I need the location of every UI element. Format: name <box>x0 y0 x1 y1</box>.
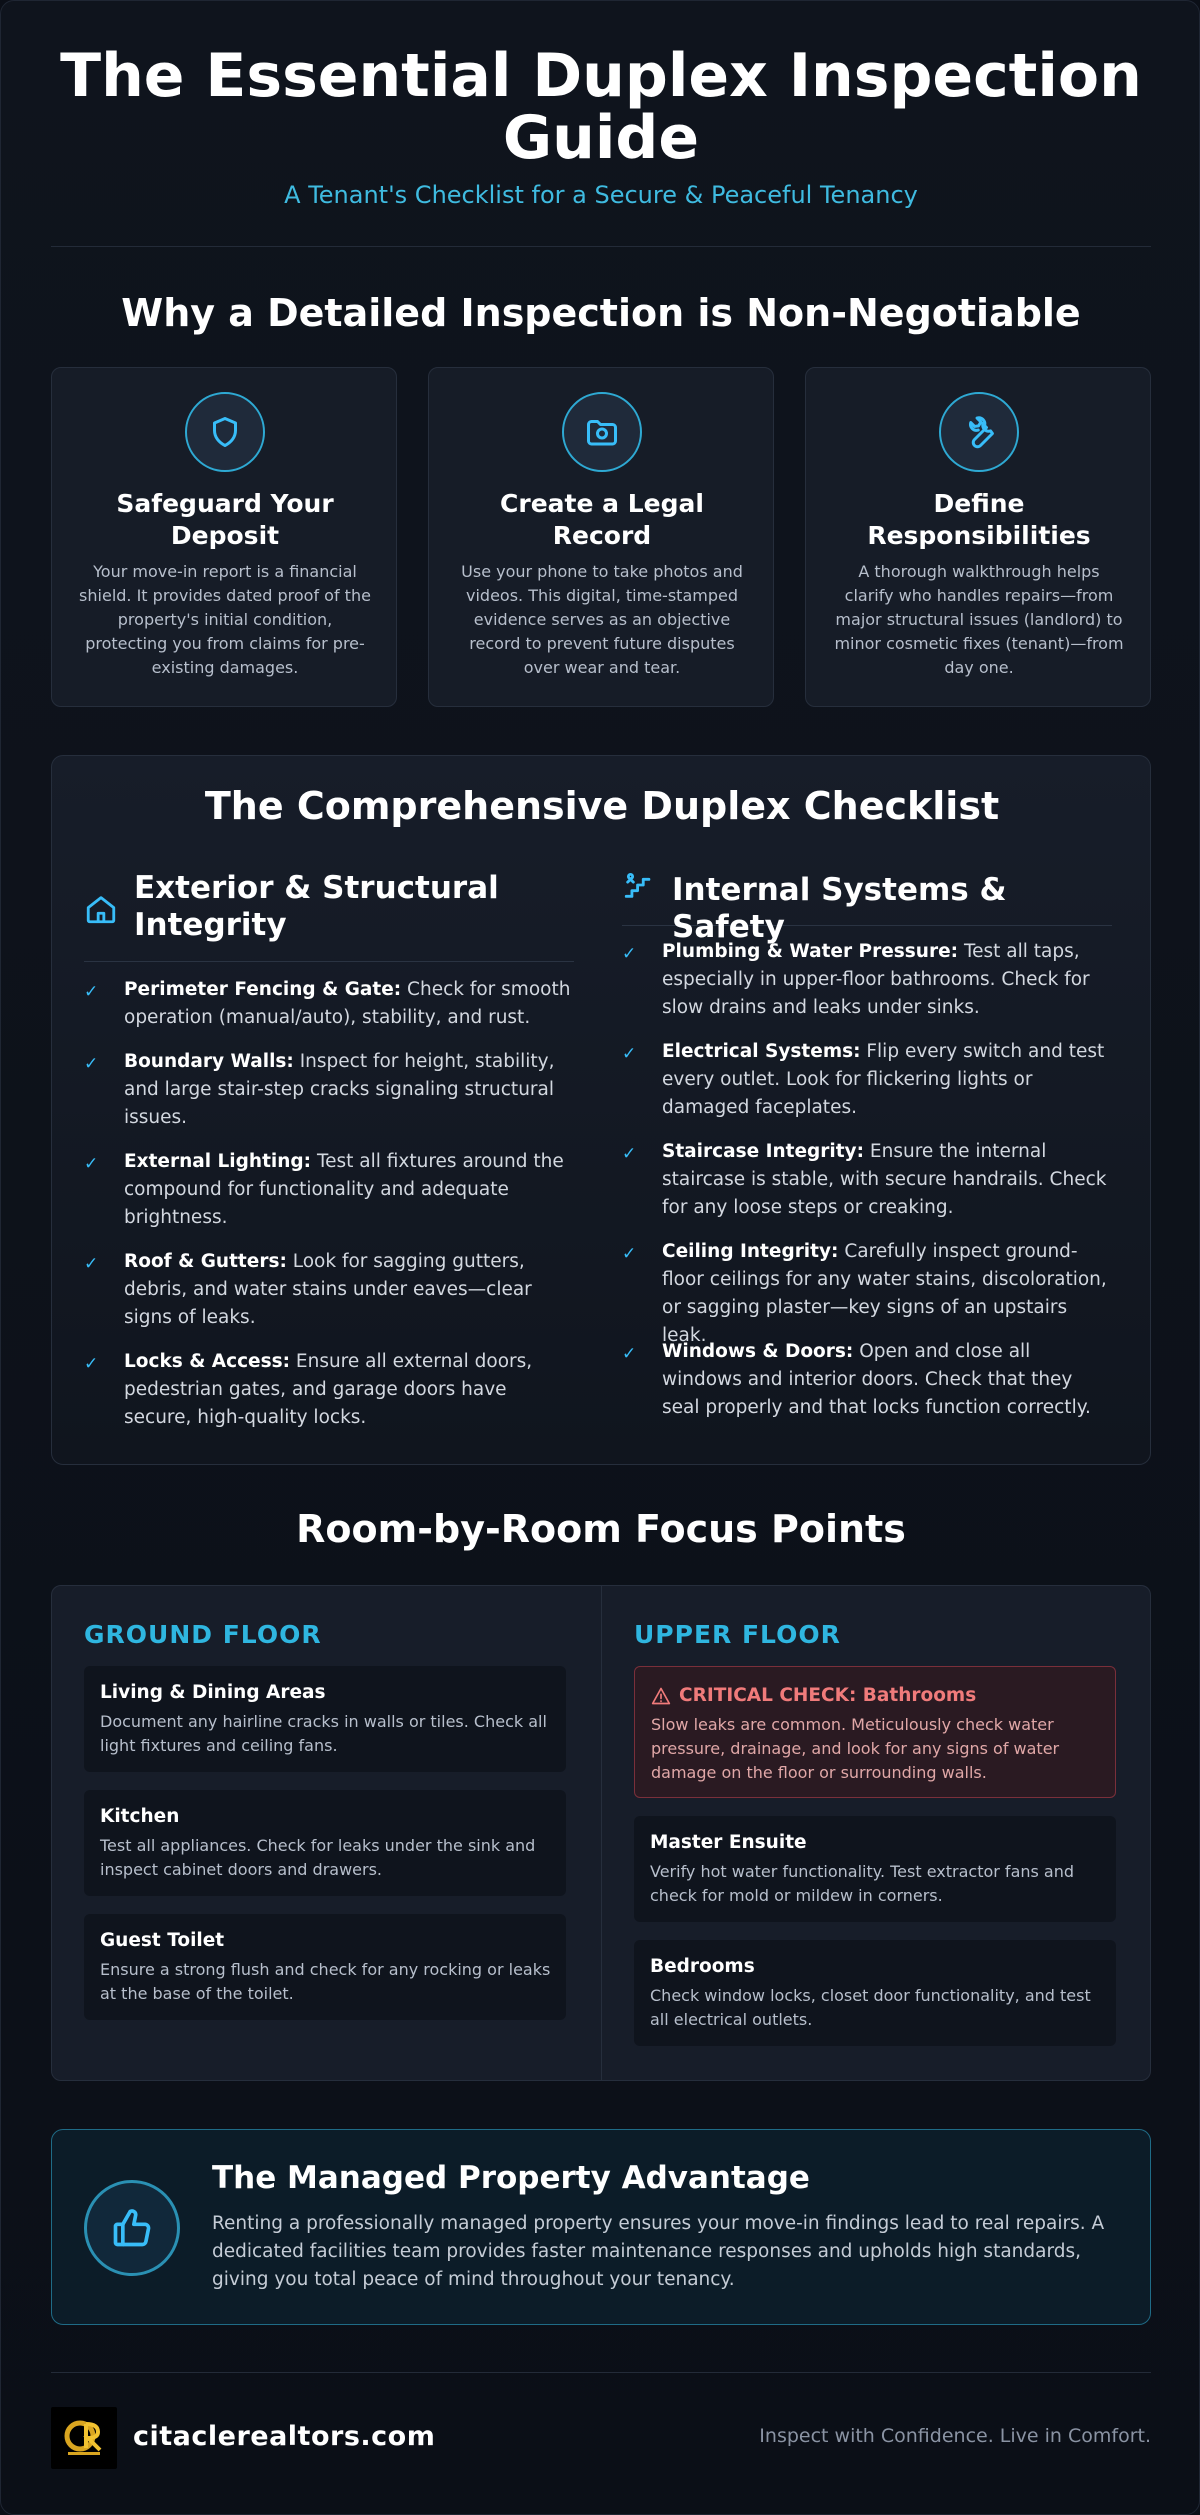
room-card <box>84 1666 566 1772</box>
footer-divider <box>51 2372 1151 2373</box>
footer-tagline: Inspect with Confidence. Live in Comfort. <box>759 2425 1151 2447</box>
check-icon: ✓ <box>84 982 99 1002</box>
stairs-icon <box>622 868 656 906</box>
room-title: Living & Dining Areas <box>100 1682 326 1703</box>
room-text: Verify hot water functionality. Test extractor fans and check for mold or mildew in corners. <box>650 1862 1075 1905</box>
wrench-icon <box>939 392 1019 472</box>
rooms-panel <box>51 1585 1151 2081</box>
check-icon: ✓ <box>84 1154 99 1174</box>
advantage-panel <box>51 2129 1151 2325</box>
item-text: Flip every switch and test every outlet. Look for flickering lights or damaged faceplates. <box>662 1041 1105 1118</box>
check-icon: ✓ <box>84 1054 99 1074</box>
thumbs-up-icon <box>84 2180 180 2276</box>
house-icon <box>84 892 118 930</box>
critical-text: Slow leaks are common. Meticulously check water pressure, drainage, and look for any signs of water damage on the floor or surrounding walls. <box>651 1715 1060 1782</box>
why-card-text: Use your phone to take photos and videos. This digital, time-stamped evidence serves as an objective record to prevent future disputes over wear and tear. <box>461 562 743 677</box>
checklist-panel <box>51 755 1151 1465</box>
shield-icon <box>185 392 265 472</box>
check-icon: ✓ <box>622 1244 637 1264</box>
why-card-title: Define Responsibilities <box>867 489 1091 550</box>
why-card-title: Safeguard Your Deposit <box>116 489 334 550</box>
item-label: Boundary Walls: <box>124 1051 294 1072</box>
upper-floor-label: UPPER FLOOR <box>634 1620 841 1649</box>
item-label: Ceiling Integrity: <box>662 1241 839 1262</box>
item-label: External Lighting: <box>124 1151 312 1172</box>
room-card <box>634 1940 1116 2046</box>
warning-icon <box>651 1686 671 1710</box>
check-icon: ✓ <box>84 1354 99 1374</box>
item-text: Ensure all external doors, pedestrian gates, and garage doors have secure, high-quality locks. <box>124 1351 533 1428</box>
item-text: Inspect for height, stability, and large stair-step cracks signaling structural issues. <box>124 1051 555 1128</box>
page-title: The Essential Duplex Inspection Guide <box>60 41 1142 173</box>
why-card-text: A thorough walkthrough helps clarify who handles repairs—from major structural issues (landlord) to minor cosmetic fixes (tenant)—from day one. <box>834 562 1124 677</box>
room-text: Ensure a strong flush and check for any rocking or leaks at the base of the toilet. <box>100 1960 551 2003</box>
critical-title: CRITICAL CHECK: Bathrooms <box>679 1685 977 1706</box>
room-title: Master Ensuite <box>650 1832 807 1853</box>
room-card <box>634 1816 1116 1922</box>
item-label: Perimeter Fencing & Gate: <box>124 979 402 1000</box>
item-label: Plumbing & Water Pressure: <box>662 941 959 962</box>
item-text: Look for sagging gutters, debris, and water stains under eaves—clear signs of leaks. <box>124 1251 532 1328</box>
room-card <box>84 1914 566 2020</box>
why-card-deposit <box>51 367 397 707</box>
item-text: Test all fixtures around the compound for functionality and adequate brightness. <box>124 1151 564 1228</box>
brand-logo <box>51 2407 117 2469</box>
item-text: Carefully inspect ground-floor ceilings for any water stains, discoloration, or sagging plaster—key signs of an upstairs leak. <box>662 1241 1107 1346</box>
floor-divider <box>601 1586 602 2081</box>
ground-floor-label: GROUND FLOOR <box>84 1620 322 1649</box>
camera-folder-icon <box>562 392 642 472</box>
item-text: Ensure the internal staircase is stable, with secure handrails. Check for any loose steps or creaking. <box>662 1141 1107 1218</box>
room-text: Check window locks, closet door functionality, and test all electrical outlets. <box>650 1986 1091 2029</box>
item-label: Electrical Systems: <box>662 1041 861 1062</box>
rooms-heading: Room-by-Room Focus Points <box>296 1507 906 1551</box>
item-text: Check for smooth operation (manual/auto), stability, and rust. <box>124 979 571 1028</box>
check-icon: ✓ <box>622 1344 637 1364</box>
room-card <box>84 1790 566 1896</box>
item-label: Roof & Gutters: <box>124 1251 287 1272</box>
item-text: Open and close all windows and interior doors. Check that they seal properly and that locks function correctly. <box>662 1341 1091 1418</box>
page-subtitle: A Tenant's Checklist for a Secure & Peaceful Tenancy <box>284 181 918 209</box>
brand-name: citaclerealtors.com <box>133 2421 436 2452</box>
why-card-responsibilities <box>805 367 1151 707</box>
item-text: Test all taps, especially in upper-floor bathrooms. Check for slow drains and leaks under sinks. <box>662 941 1090 1018</box>
room-title: Bedrooms <box>650 1956 755 1977</box>
advantage-title: The Managed Property Advantage <box>212 2160 810 2196</box>
why-heading: Why a Detailed Inspection is Non-Negotiable <box>121 291 1081 335</box>
exterior-column-header <box>84 866 574 962</box>
internal-column-header <box>622 866 1112 945</box>
checklist-heading: The Comprehensive Duplex Checklist <box>204 784 1000 828</box>
critical-check-card <box>634 1666 1116 1798</box>
advantage-text: Renting a professionally managed property ensures your move-in findings lead to real repairs. A dedicated facilities team provides faster maintenance responses and upholds high standards, giving you total peace of mind throughout your tenancy. <box>212 2213 1105 2290</box>
check-icon: ✓ <box>622 1144 637 1164</box>
room-title: Kitchen <box>100 1806 180 1827</box>
room-text: Document any hairline cracks in walls or tiles. Check all light fixtures and ceiling fans. <box>100 1712 547 1755</box>
header-divider <box>51 246 1151 247</box>
internal-column-title: Internal Systems & Safety <box>672 872 1007 945</box>
item-label: Windows & Doors: <box>662 1341 854 1362</box>
why-card-record <box>428 367 774 707</box>
check-icon: ✓ <box>84 1254 99 1274</box>
room-text: Test all appliances. Check for leaks under the sink and inspect cabinet doors and drawers. <box>100 1836 536 1879</box>
check-icon: ✓ <box>622 944 637 964</box>
check-icon: ✓ <box>622 1044 637 1064</box>
why-card-title: Create a Legal Record <box>500 489 704 550</box>
item-label: Locks & Access: <box>124 1351 291 1372</box>
exterior-column-title: Exterior & Structural Integrity <box>134 870 499 943</box>
why-card-text: Your move-in report is a financial shield. It provides dated proof of the property's initial condition, protecting you from claims for pre-existing damages. <box>79 562 371 677</box>
item-label: Staircase Integrity: <box>662 1141 865 1162</box>
room-title: Guest Toilet <box>100 1930 225 1951</box>
